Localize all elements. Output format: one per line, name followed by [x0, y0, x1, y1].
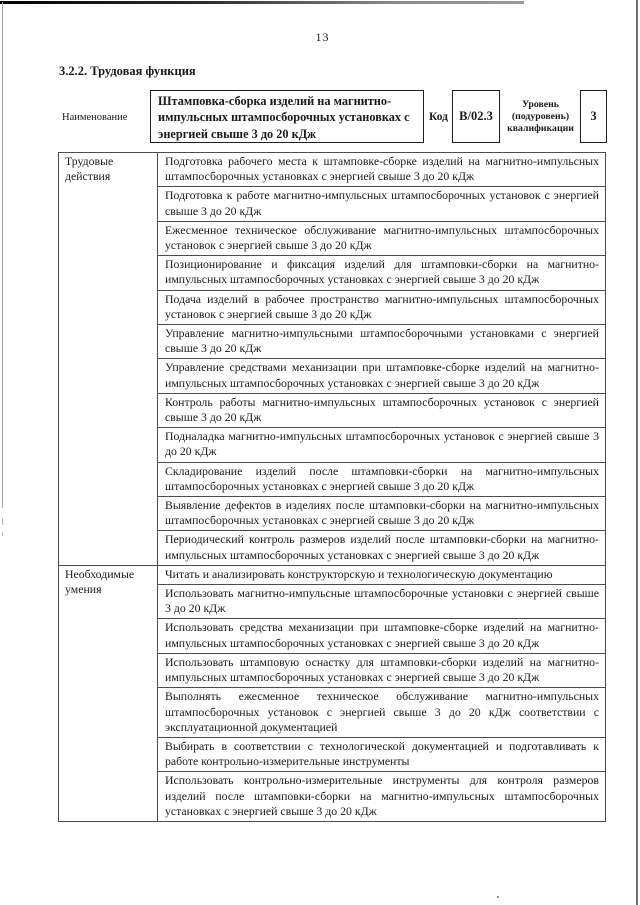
table-cell: Использовать магнитно-импульсные штампосборочные установки с энергией свыше 3 до 20 кДж	[158, 585, 606, 619]
table-cell: Контроль работы магнитно-импульсных штампосборочных установок с энергией свыше 3 до 20 кДж	[158, 393, 606, 427]
table-row	[59, 565, 606, 584]
table-cell: Выбирать в соответствии с технологической документацией и подготавливать к работе контрольно-измерительные инструменты	[158, 737, 606, 771]
table-cell: Ежесменное техническое обслуживание магнитно-импульсных штампосборочных установок с энергией свыше 3 до 20 кДж	[158, 221, 606, 255]
table-row	[59, 153, 606, 187]
page-scan-left-edge	[2, 2, 3, 508]
table-cell: Управление средствами механизации при штамповке-сборке изделий на магнитно-импульсных штампосборочных установках с энергией свыше 3 до 20 кДж	[158, 359, 606, 393]
function-name-label: Наименование	[62, 111, 128, 123]
table-cell: Подготовка рабочего места к штамповке-сборке изделий на магнитно-импульсных штампосборочных установках с энергией свыше 3 до 20 кДж	[158, 153, 606, 187]
table-cell: Управление магнитно-импульсными штампосборочными установками с энергией свыше 3 до 20 кДж	[158, 325, 606, 359]
function-code-value-box: В/02.3	[452, 90, 500, 143]
table-cell: Использовать контрольно-измерительные инструменты для контроля размеров изделий после штамповки-сборки на магнитно-импульсных штампосборочных установках с энергией свыше 3 до 20 кДж	[158, 772, 606, 822]
function-name-value-box: Штамповка-сборка изделий на магнитно-импульсных штампосборочных установках с энергией свыше 3 до 20 кДж	[150, 90, 424, 143]
qualification-level-value-box: 3	[580, 90, 607, 143]
table-cell: Складирование изделий после штамповки-сборки на магнитно-импульсных штампосборочных установках с энергией свыше 3 до 20 кДж	[158, 462, 606, 496]
table-cell: Выполнять ежесменное техническое обслуживание магнитно-импульсных штампосборочных установок с энергией свыше 3 до 20 кДж соответствии с эксплуатационной документацией	[158, 688, 606, 738]
row-group-label: Трудовые действия	[59, 153, 158, 566]
row-group-label: Необходимые умения	[59, 565, 158, 821]
page-scan-left-edge-dash	[2, 532, 3, 536]
scan-noise-speck	[497, 896, 499, 898]
page-scan-right-edge	[636, 0, 638, 905]
qualification-level-label: Уровень (подуровень) квалификации	[507, 99, 574, 134]
table-cell: Периодический контроль размеров изделий после штамповки-сборки на магнитно-импульсных штампосборочных установках с энергией свыше 3 до 20 кДж	[158, 531, 606, 565]
labor-function-table	[58, 152, 606, 822]
table-cell: Читать и анализировать конструкторскую и технологическую документацию	[158, 565, 606, 584]
table-cell: Использовать штамповую оснастку для штамповки-сборки изделий на магнитно-импульсных штампосборочных установках с энергией свыше 3 до 20 кДж	[158, 653, 606, 687]
table-cell: Подготовка к работе магнитно-импульсных штампосборочных установок с энергией свыше 3 до 20 кДж	[158, 187, 606, 221]
table-cell: Выявление дефектов в изделиях после штамповки-сборки на магнитно-импульсных штампосборочных установках с энергией свыше 3 до 20 кДж	[158, 497, 606, 531]
page-scan-top-edge	[0, 1, 524, 4]
table-cell: Подналадка магнитно-импульсных штампосборочных установок с энергией свыше 3 до 20 кДж	[158, 428, 606, 462]
page-scan-left-edge-dash	[2, 518, 3, 525]
labor-function-table-body	[59, 153, 606, 822]
table-cell: Использовать средства механизации при штамповке-сборке изделий на магнитно-импульсных штампосборочных установках с энергией свыше 3 до 20 кДж	[158, 619, 606, 653]
table-cell: Позиционирование и фиксация изделий для штамповки-сборки на магнитно-импульсных штампосборочных установках с энергией свыше 3 до 20 кДж	[158, 256, 606, 290]
section-heading: 3.2.2. Трудовая функция	[59, 64, 196, 78]
table-cell: Подача изделий в рабочее пространство магнитно-импульсных штампосборочных установок с энергией свыше 3 до 20 кДж	[158, 290, 606, 324]
page-number: 13	[315, 30, 330, 44]
function-code-label: Код	[429, 111, 449, 123]
